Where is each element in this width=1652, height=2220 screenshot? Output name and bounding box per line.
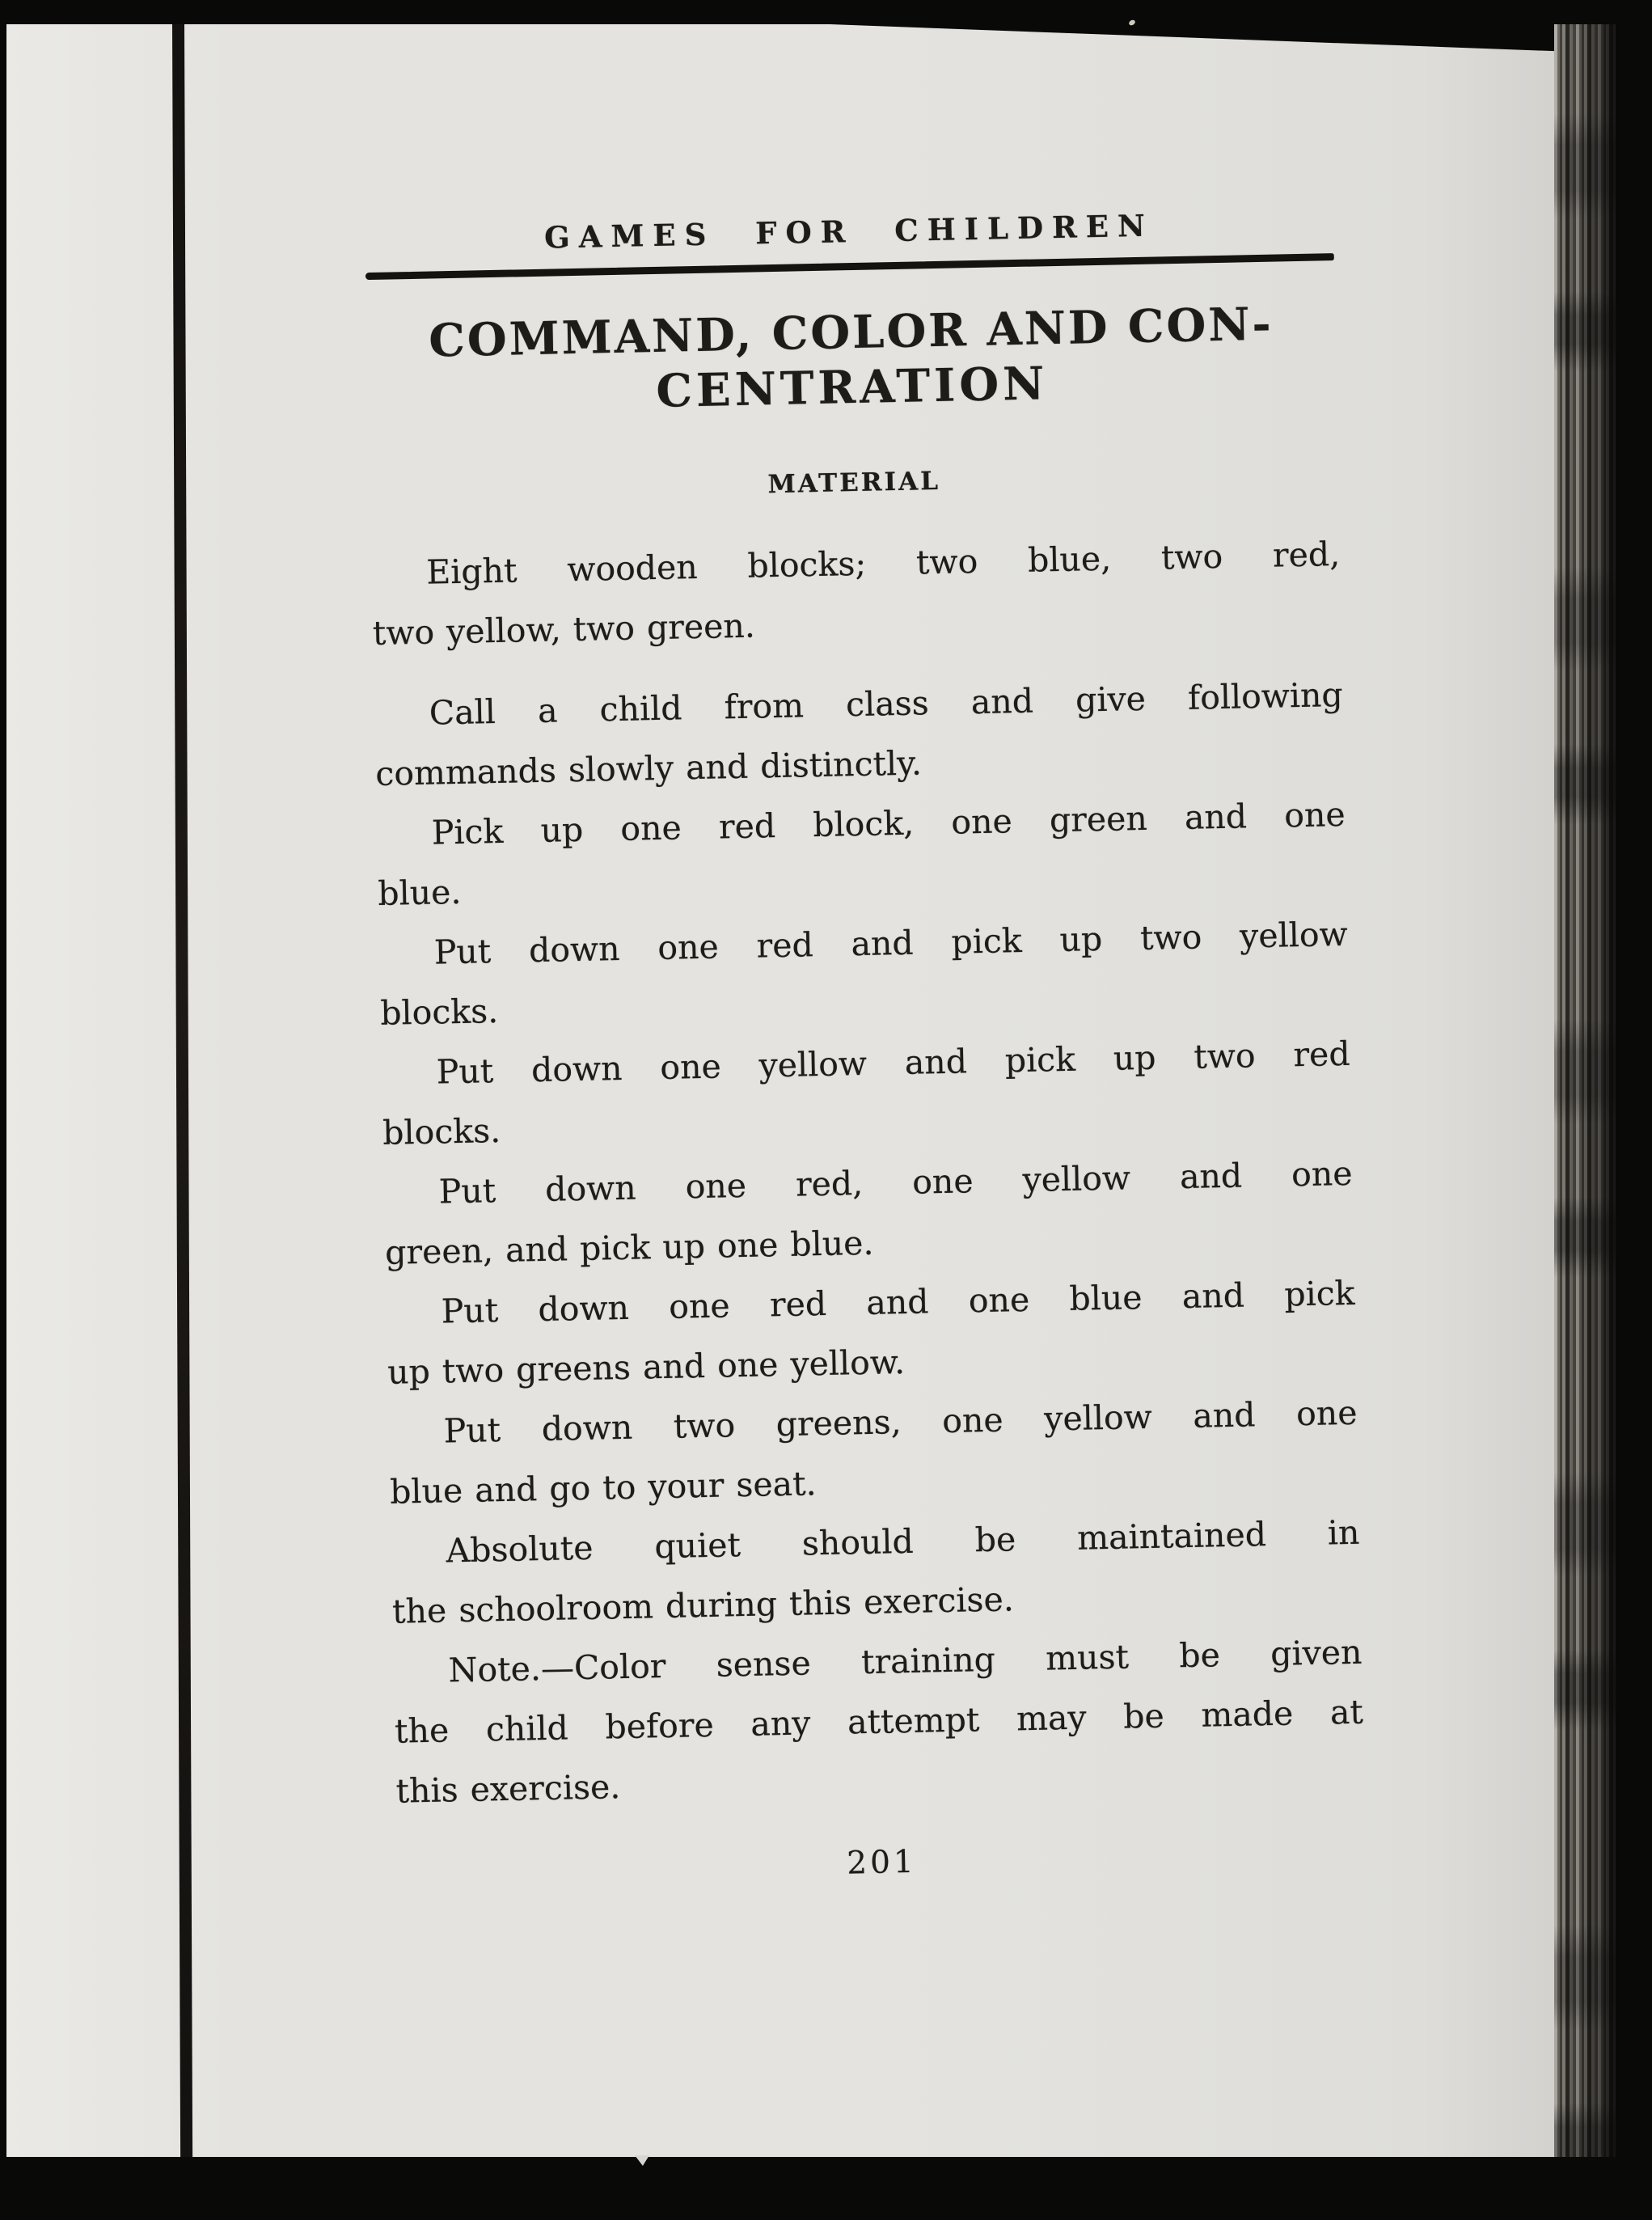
paragraph <box>391 1503 1362 1642</box>
text-line: Put down one red and pick up two yellow <box>433 914 1349 972</box>
text-line: Put down two greens, one yellow and one <box>443 1393 1358 1451</box>
text-line: blocks. <box>379 992 499 1033</box>
paragraph <box>376 784 1347 924</box>
text-line: the schoolroom during this exercise. <box>391 1579 1015 1631</box>
text-line: two yellow, two green. <box>372 606 756 653</box>
paragraph <box>381 1024 1352 1163</box>
chapter-title-line-2: CENTRATION <box>655 357 1049 418</box>
text-line: blue and go to your seat. <box>389 1464 818 1512</box>
body-text <box>371 524 1365 1821</box>
book-page-text <box>361 15 1367 1892</box>
paragraph <box>378 904 1350 1043</box>
paragraph <box>383 1144 1354 1283</box>
page-gutter-line <box>172 24 192 2157</box>
text-line: Eight wooden blocks; two blue, two red, <box>425 535 1341 592</box>
paragraph <box>386 1263 1357 1402</box>
text-line: this exercise. <box>395 1767 621 1811</box>
paragraph <box>388 1383 1359 1522</box>
bottom-edge-notch <box>635 2155 649 2166</box>
section-heading-material: MATERIAL <box>767 466 941 500</box>
text-line: Put down one red, one yellow and one <box>438 1153 1353 1211</box>
running-head: GAMES FOR CHILDREN <box>543 207 1155 256</box>
text-line: Pick up one red block, one green and one <box>431 794 1346 852</box>
paragraph <box>393 1622 1365 1821</box>
scanned-spread <box>6 24 1616 2157</box>
paragraph <box>374 665 1345 804</box>
chapter-title-line-1: COMMAND, COLOR AND CON- <box>428 297 1274 368</box>
text-line: Call a child from class and give following <box>429 674 1344 733</box>
text-line: Note.—Color sense training must be given <box>448 1632 1363 1690</box>
text-line: blue. <box>377 872 462 913</box>
text-line: Put down one red and one blue and pick <box>441 1273 1355 1331</box>
text-line: Absolute quiet should be maintained in <box>446 1512 1360 1571</box>
text-line: green, and pick up one blue. <box>384 1223 874 1272</box>
header-rule <box>365 253 1334 280</box>
page-edge-texture <box>1554 24 1616 2157</box>
text-line: commands slowly and distinctly. <box>374 743 923 793</box>
text-line: Put down one yellow and pick up two red <box>436 1034 1351 1092</box>
paragraph <box>371 524 1342 663</box>
text-line: blocks. <box>382 1110 501 1152</box>
text-line: the child before any attempt may be made at <box>394 1692 1364 1751</box>
page-number: 201 <box>846 1843 918 1882</box>
text-line: up two greens and one yellow. <box>387 1343 906 1392</box>
